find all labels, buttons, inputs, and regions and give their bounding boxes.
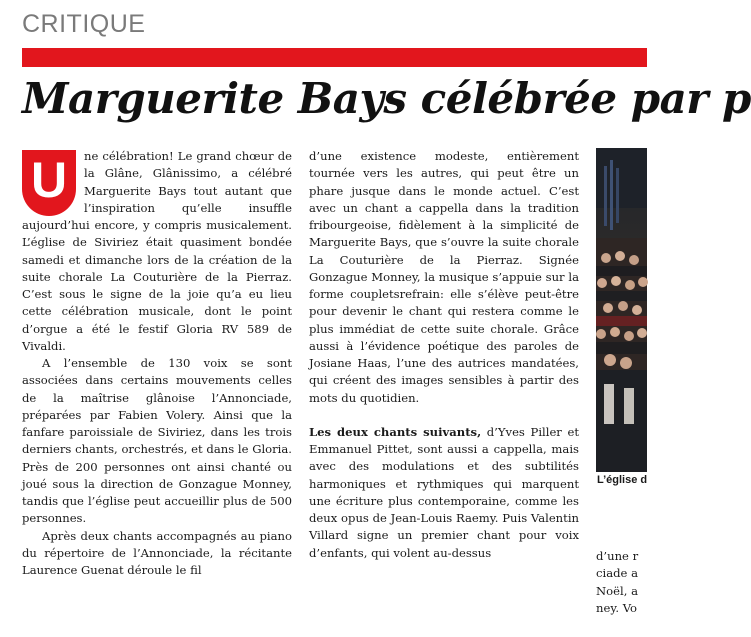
section-label: CRITIQUE [22,10,146,38]
column-3-line: d’une r [596,549,639,563]
article-headline: Marguerite Bays célébrée par p [22,74,751,123]
column-3-line: ney. Vo [596,600,637,615]
paragraph-lead-in: Les deux chants suivants, [309,424,482,439]
paragraph-5 [309,424,579,562]
paragraph-4: d’une existence modeste, entièrement tournée vers les autres, qui peut être un phare jusque dans le monde actuel. C’est avec un chant a cappella dans la tradition fribourgeoise, fidèlement à la simplicité de Marguerite Bays, que s’ouvre la suite chorale La Couturière de la Pierraz. Signée Gonzague Monney, la musique s’appuie sur la forme coupletsrefrain: elle s’élève peut-être pour devenir le chant qui restera comme le plus immédiat de cette suite chorale. Grâce aussi à l’évidence poétique des paroles de Josiane Haas, l’une des autrices mandatées, qui créent des images sensibles à partir des mots du quotidien. [309,149,579,405]
article-column-3 [596,548,656,617]
article-column-2 [309,148,579,562]
choir-photo [596,148,647,472]
article-column-1 [22,148,292,579]
drop-cap: U [22,150,76,216]
paragraph-3: Après deux chants accompagnés au piano du répertoire de l’Annonciade, la récitante Laurence Guenat déroule le fil [22,528,292,577]
section-rule [22,48,647,67]
photo-caption: L’église d [597,474,648,486]
paragraph-5-text: d’Yves Piller et Emmanuel Pittet, sont aussi a cappella, mais avec des modulations et des subtilités harmoniques et rythmiques qui marquent une écriture plus contemporaine, comme les deux opus de Jean-Louis Raemy. Puis Valentin Villard signe un premier chant pour voix d’enfants, qui volent au-dessus [309,424,580,560]
paragraph-2: A l’ensemble de 130 voix se sont associées dans certains mouvements celles de la maîtrise glânoise l’Annonciade, préparées par Fabien Volery. Ainsi que la fanfare paroissiale de Siviriez, dans les trois derniers chants, orchestrés, et dans le Gloria. Près de 200 personnes ont ainsi chanté ou joué sous la direction de Gonzague Monney, tandis que l’église peut accueillir plus de 500 personnes. [22,356,292,526]
paragraph-1: ne célébration! Le grand chœur de la Glâne, Glânissimo, a célébré Marguerite Bays tout autant que l’inspiration qu’elle insuffle aujourd’hui encore, y compris musicalement. L’église de Siviriez était quasiment bondée samedi et dimanche lors de la création de la suite chorale La Couturière de la Pierraz. C’est sous le signe de la joie qu’a eu lieu cette célébration musicale, dont le point d’orgue a été le festif Gloria RV 589 de Vivaldi. [22,149,292,353]
column-3-line: Noël, a [596,583,638,598]
column-3-line: ciade a [596,566,638,581]
